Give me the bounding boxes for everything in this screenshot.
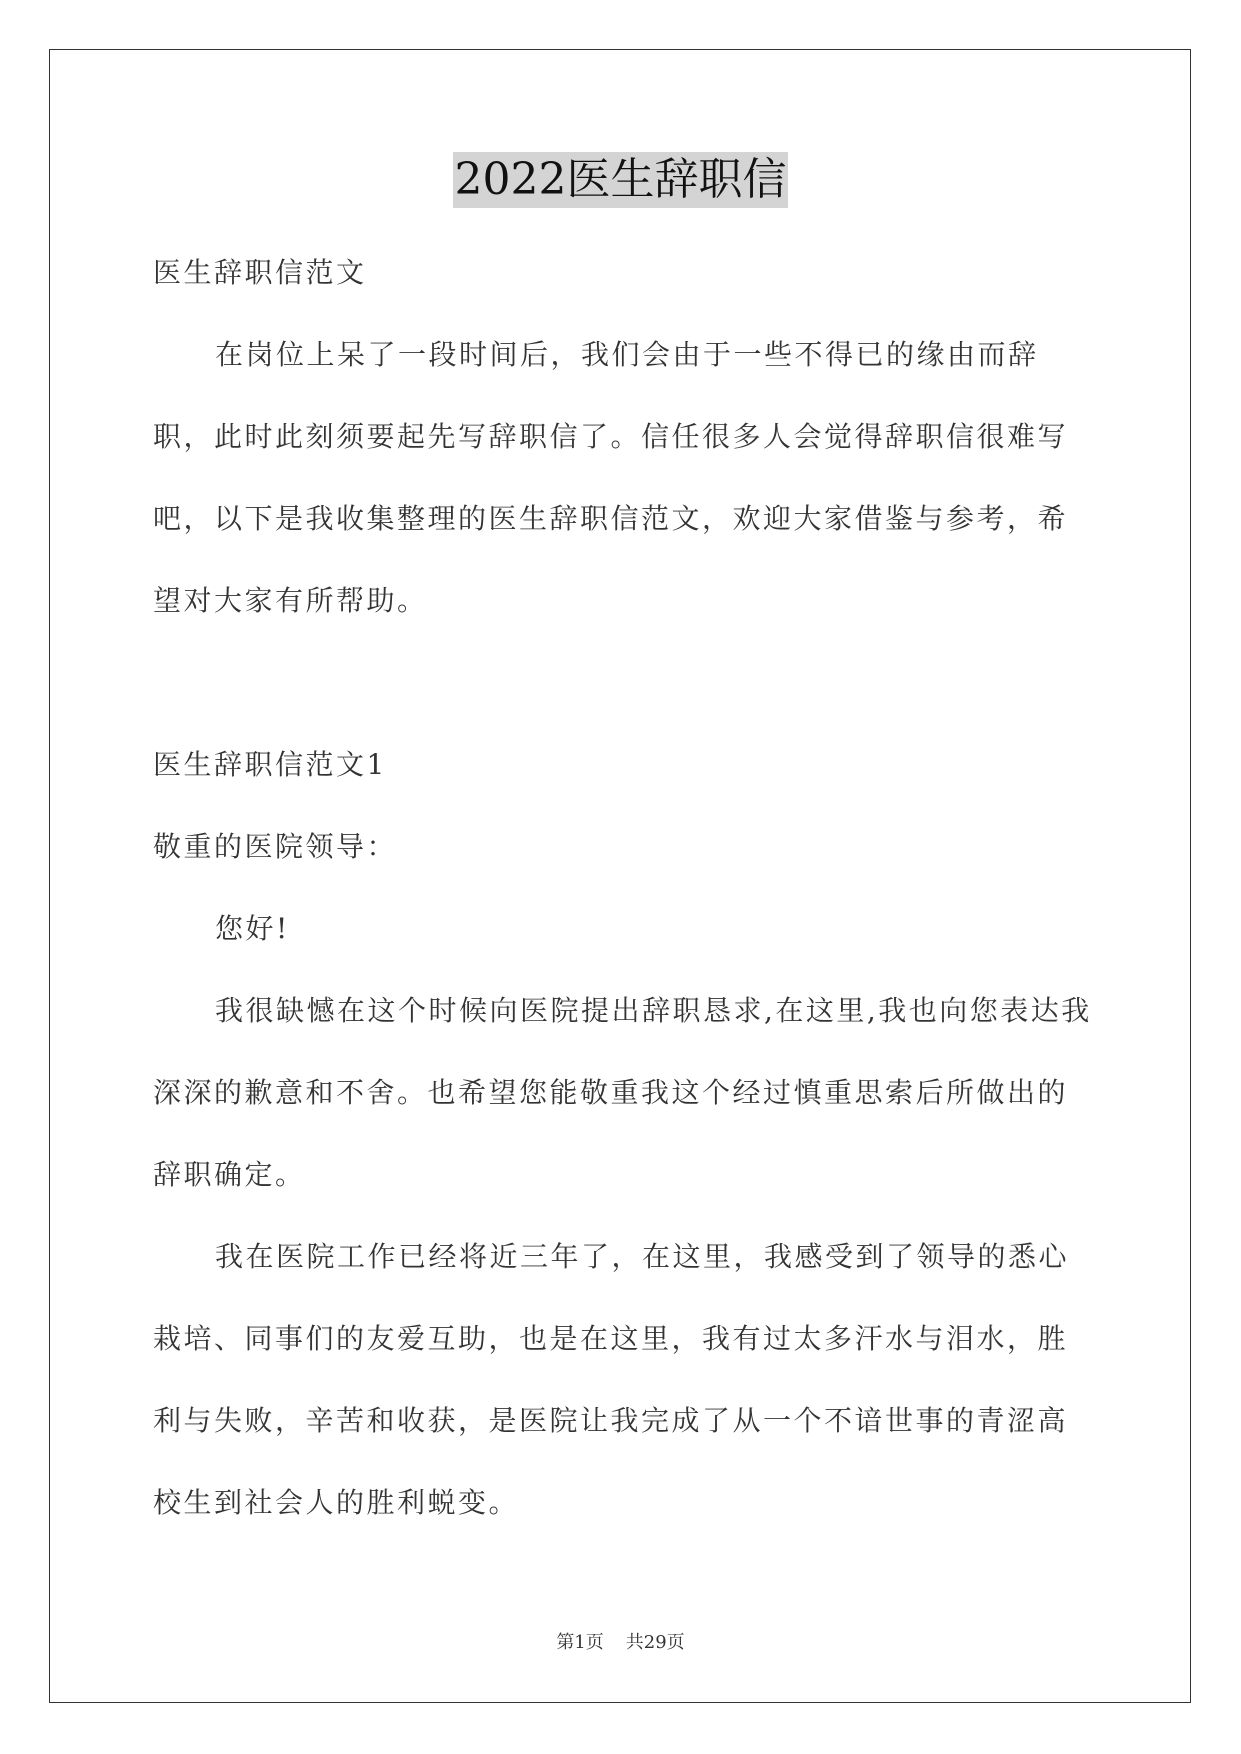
page-total: 共29页 bbox=[625, 1632, 685, 1653]
document-body bbox=[153, 232, 1093, 1544]
document-title: 2022医生辞职信 bbox=[453, 152, 789, 208]
paragraph-heading: 医生辞职信范文 bbox=[153, 256, 367, 289]
paragraph-intro: 在岗位上呆了一段时间后，我们会由于一些不得已的缘由而辞职，此时此刻须要起先写辞职信了。信任很多人会觉得辞职信很难写吧，以下是我收集整理的医生辞职信范文，欢迎大家借鉴与参考，希望对大家有所帮助。 bbox=[153, 338, 1069, 617]
paragraph-sample-heading: 医生辞职信范文1 bbox=[153, 748, 387, 781]
paragraph-body-2: 我在医院工作已经将近三年了，在这里，我感受到了领导的悉心栽培、同事们的友爱互助，也是在这里，我有过太多汗水与泪水，胜利与失败，辛苦和收获，是医院让我完成了从一个不谙世事的青涩高校生到社会人的胜利蜕变。 bbox=[153, 1240, 1070, 1519]
page-footer bbox=[0, 1628, 1241, 1654]
title-container bbox=[0, 152, 1241, 208]
paragraph-salutation: 敬重的医院领导： bbox=[153, 830, 398, 863]
paragraph-body-1: 我很缺憾在这个时候向医院提出辞职恳求,在这里,我也向您表达我深深的歉意和不舍。也希望您能敬重我这个经过慎重思索后所做出的辞职确定。 bbox=[153, 994, 1092, 1191]
paragraph-greeting: 您好! bbox=[215, 912, 290, 945]
page-number: 第1页 bbox=[556, 1632, 604, 1653]
